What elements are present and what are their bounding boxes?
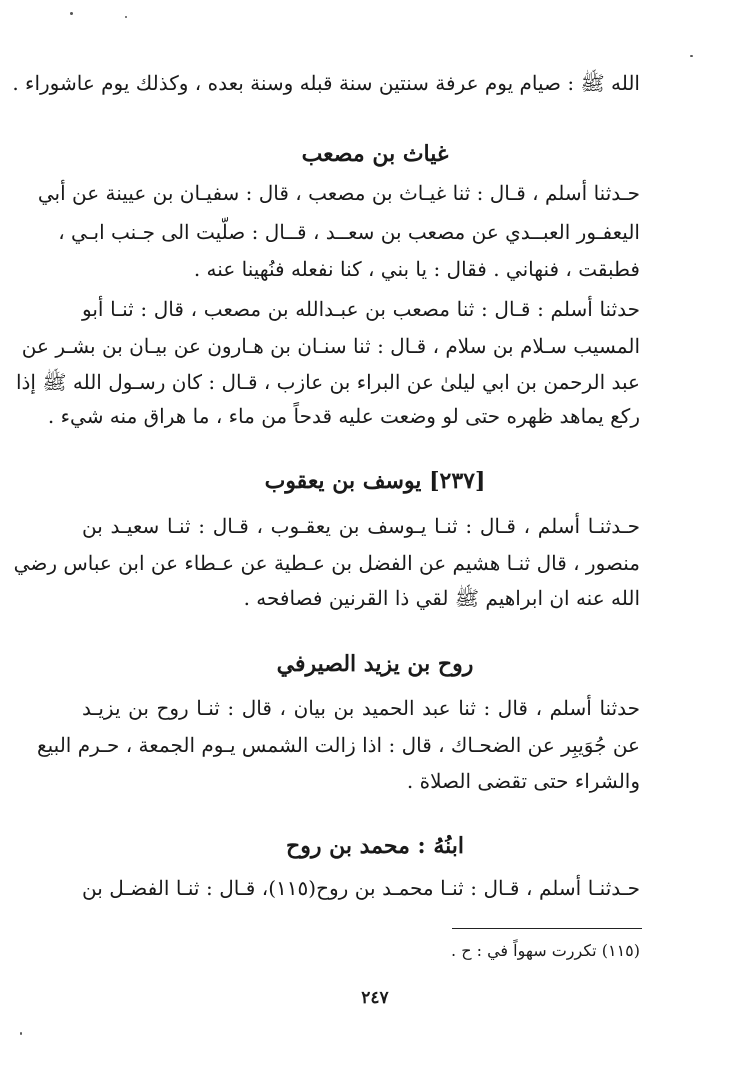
text-line: فطبقت ، فنهاني . فقال : يا بني ، كنا نفعله فنُهينا عنه . [193, 257, 640, 281]
text-line: المسيب سـلام بن سلام ، قـال : ثنا سنـان بن هـارون عن بيـان بن بشـر عن [21, 334, 640, 358]
page-number: ٢٤٧ [361, 988, 389, 1008]
text-line: حـدثنـا أسلم ، قـال : ثنـا يـوسف بن يعقـوب ، قـال : ثنـا سعيـد بن [82, 514, 640, 538]
text-line: حدثنا أسلم ، قال : ثنا عبد الحميد بن بيان ، قال : ثنـا روح بن يزيـد [82, 696, 640, 720]
text-line: الله عنه ان ابراهيم ﷺ لقي ذا القرنين فصافحه . [243, 586, 640, 610]
text-line: عن جُوَيبِر عن الضحـاك ، قال : اذا زالت الشمس يـوم الجمعة ، حـرم البيع [37, 733, 640, 757]
text-line: حـدثنا أسلم ، قـال : ثنا غيـاث بن مصعب ، قال : سفيـان بن عيينة عن أبي [37, 181, 640, 205]
scan-speck [20, 1032, 22, 1035]
text-line: والشراء حتى تقضى الصلاة . [406, 769, 640, 793]
text-line: حدثنا أسلم : قـال : ثنا مصعب بن عبـدالله بن مصعب ، قال : ثنـا أبو [82, 297, 640, 321]
section-heading: روح بن يزيد الصيرفي [276, 651, 474, 677]
text-line: منصور ، قال ثنـا هشيم عن الفضل بن عـطية عن عـطاء عن ابن عباس رضي [13, 551, 640, 575]
footnote-separator [452, 928, 642, 929]
text-line: حـدثنـا أسلم ، قـال : ثنـا محمـد بن روح(١١٥)، قـال : ثنـا الفضـل بن [82, 876, 640, 900]
scan-speck [70, 12, 73, 15]
top-fragment-line: الله ﷺ : صيام يوم عرفة سنتين سنة قبله وسنة بعده ، وكذلك يوم عاشوراء . [12, 71, 640, 95]
text-line: ركع يماهد ظهره حتى لو وضعت عليه قدحاً من ماء ، ما هراق منه شيء . [47, 404, 640, 428]
text-line: عبد الرحمن بن ابي ليلىٰ عن البراء بن عازب ، قـال : كان رسـول الله ﷺ إذا [15, 370, 640, 394]
footnote: (١١٥) تكررت سهواً في : ح . [451, 941, 640, 960]
scan-speck [125, 16, 127, 18]
scan-speck [690, 55, 693, 57]
section-heading: غياث بن مصعب [301, 141, 449, 167]
text-line: اليعفـور العبــدي عن مصعب بن سعــد ، قــال : صلّيت الى جـنب ابـي ، [58, 220, 640, 244]
section-heading: [٢٣٧] يوسف بن يعقوب [264, 468, 486, 494]
section-heading: ابنُهُ : محمد بن روح [286, 833, 464, 859]
